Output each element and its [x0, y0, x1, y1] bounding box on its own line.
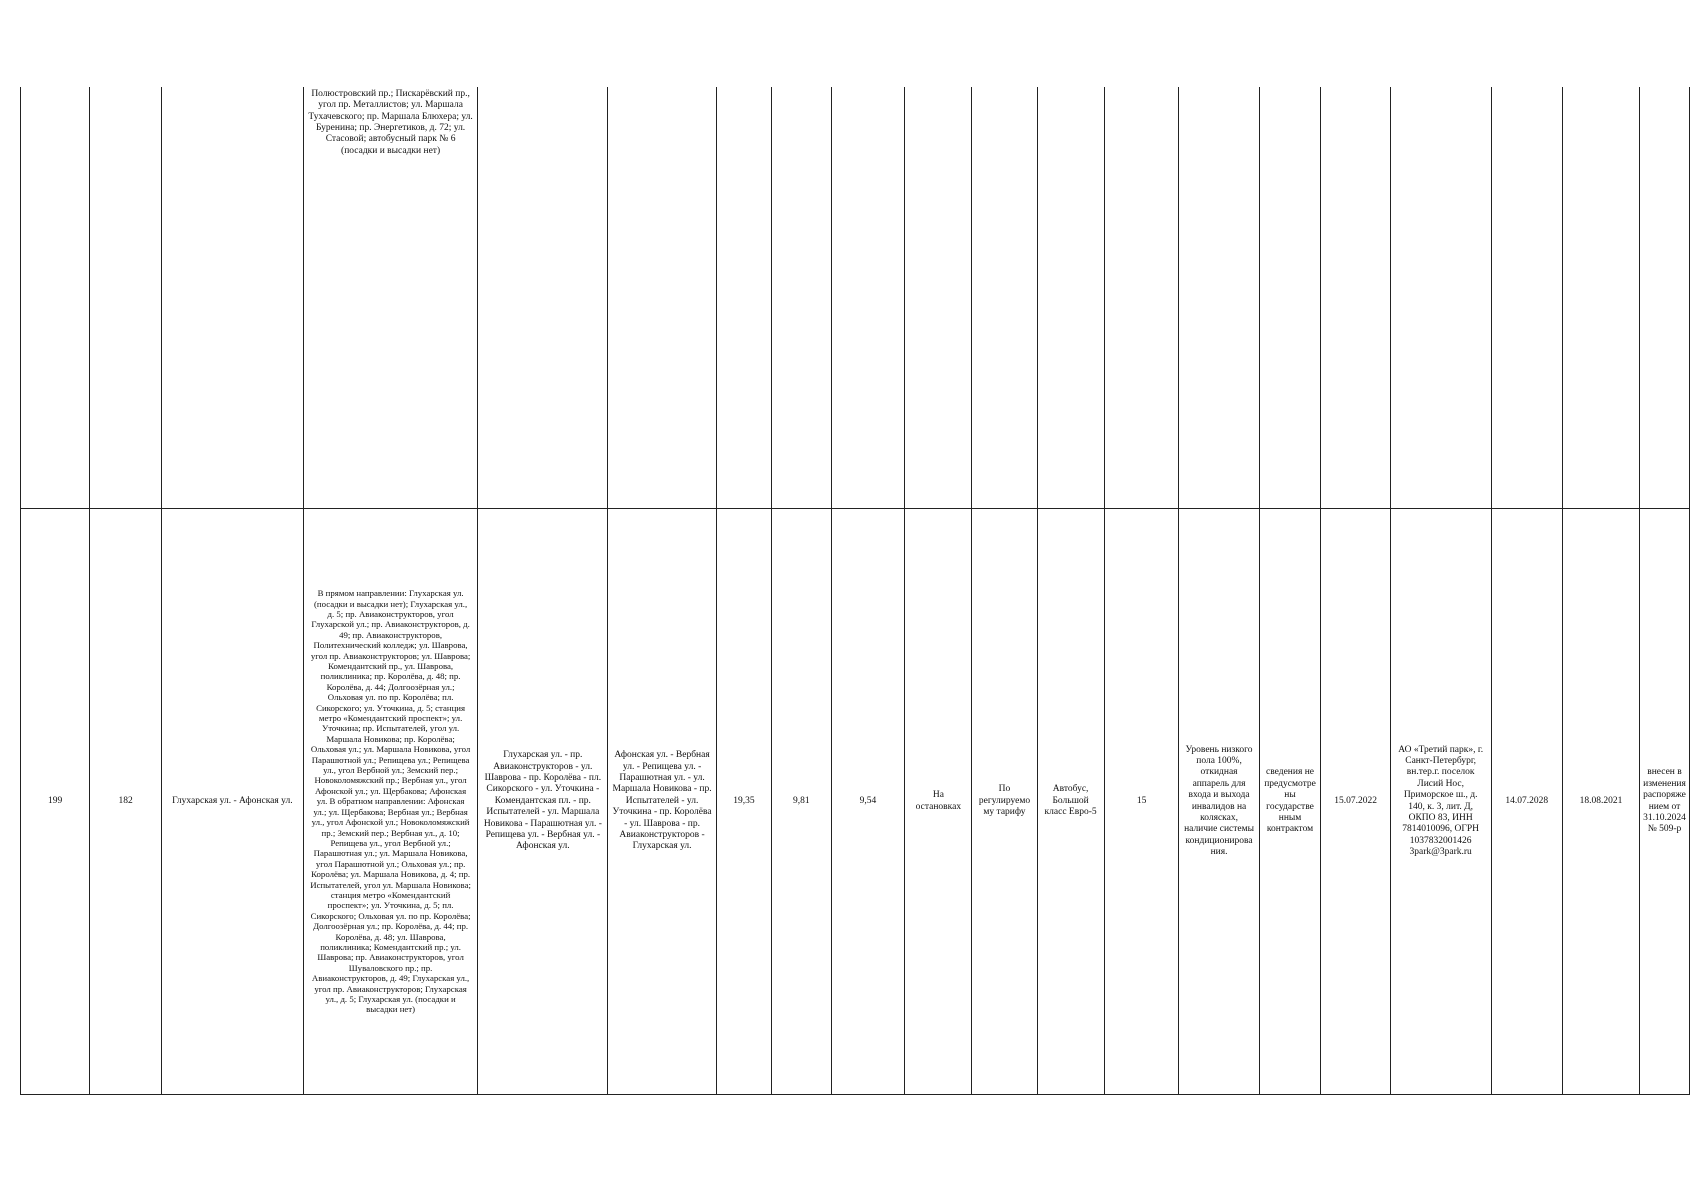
length-total-cell: 19,35 — [716, 509, 771, 1095]
tariff-cell: По регулируемому тарифу — [972, 509, 1037, 1095]
streets-backward-cell: Афонская ул. - Вербная ул. - Репищева ул. - Парашютная ул. - ул. Маршала Новикова - пр. Испытателей - ул. Уточкина - пр. Королёва - ул. Шаврова - пр. Авиаконструкторов - Глухарская ул. — [608, 509, 716, 1095]
cont-cell-vehicle — [1037, 87, 1104, 509]
length-backward-cell: 9,54 — [831, 509, 905, 1095]
cont-cell-route-number — [90, 87, 162, 509]
cont-cell-carrier — [1390, 87, 1491, 509]
length-forward-cell: 9,81 — [772, 509, 832, 1095]
vehicle-cell: Автобус, Большой класс Евро-5 — [1037, 509, 1104, 1095]
continuation-row — [21, 87, 1690, 509]
cont-cell-note — [1640, 87, 1690, 509]
cont-cell-streets-backward — [608, 87, 716, 509]
cont-cell-reg-number — [21, 87, 90, 509]
cont-cell-stops: Полюстровский пр.; Пискарёвский пр., угол пр. Металлистов; ул. Маршала Тухачевского; пр. Маршала Блюхера; ул. Буренина; пр. Энергетиков, д. 72; ул. Стасовой; автобусный парк № 6 (посадки и высадки нет) — [303, 87, 477, 509]
streets-forward-cell: Глухарская ул. - пр. Авиаконструкторов - ул. Шаврова - пр. Королёва - пл. Сикорского - ул. Уточкина - Комендантская пл. - пр. Испытателей - ул. Маршала Новикова - Парашютная ул. - Репищева ул. - Вербная ул. - Афонская ул. — [478, 509, 608, 1095]
cont-cell-vehicle-characteristics — [1179, 87, 1259, 509]
cont-cell-start-date — [1321, 87, 1390, 509]
cont-cell-date-made — [1563, 87, 1640, 509]
cont-cell-length-total — [716, 87, 771, 509]
cont-cell-end-date — [1491, 87, 1563, 509]
cont-cell-contract-info — [1259, 87, 1321, 509]
start-date-cell: 15.07.2022 — [1321, 509, 1390, 1095]
vehicle-characteristics-cell: Уровень низкого пола 100%, откидная аппарель для входа и выхода инвалидов на колясках, наличие системы кондиционирования. — [1179, 509, 1259, 1095]
stops-cell: В прямом направлении: Глухарская ул. (посадки и высадки нет); Глухарская ул., д. 5; пр. Авиаконструкторов, угол Глухарской ул.; пр. Авиаконструкторов, д. 49; пр. Авиаконструкторов, Политехнический колледж; ул. Шаврова, угол пр. Авиаконструкторов; ул. Шаврова; Комендантский пр., ул. Шаврова, поликлиника; пр. Королёва, д. 48; пр. Королёва, д. 44; Долгоозёрная ул.; Ольховая ул. по пр. Королёва; пл. Сикорского; ул. Уточкина, д. 5; станция метро «Комендантский проспект»; ул. Уточкина; пр. Испытателей, угол ул. Маршала Новикова; пр. Королёва; Ольховая ул.; ул. Маршала Новикова, угол Парашютной ул.; Репищева ул.; Репищева ул., угол Вербной ул.; Земский пер.; Новоколомяжский пр.; Вербная ул., угол Афонской ул.; ул. Щербакова; Афонская ул. В обратном направлении: Афонская ул.; ул. Щербакова; Вербная ул.; Вербная ул., угол Афонской ул.; Новоколомяжский пр.; Земский пер.; Вербная ул., д. 10; Репищева ул., угол Вербной ул.; Парашютная ул.; ул. Маршала Новикова, угол Парашютной ул.; Ольховая ул.; пр. Королёва; ул. Маршала Новикова, д. 4; пр. Испытателей, угол ул. Маршала Новикова; станция метро «Комендантский проспект»; ул. Уточкина, д. 5; пл. Сикорского; Ольховая ул. по пр. Королёва; Долгоозёрная ул.; пр. Королёва, д. 44; пр. Королёва, д. 48; ул. Шаврова, поликлиника; Комендантский пр.; ул. Шаврова; пр. Авиаконструкторов, угол Шуваловского пр.; пр. Авиаконструкторов, д. 49; Глухарская ул., угол пр. Авиаконструкторов; Глухарская ул., д. 5; Глухарская ул. (посадки и высадки нет) — [303, 509, 477, 1095]
reg-number-cell: 199 — [21, 509, 90, 1095]
date-made-cell: 18.08.2021 — [1563, 509, 1640, 1095]
route-row — [21, 509, 1690, 1095]
cont-cell-tariff — [972, 87, 1037, 509]
cont-cell-boarding-order — [905, 87, 972, 509]
route-number-cell: 182 — [90, 509, 162, 1095]
note-cell: внесен в изменения распоряжением от 31.10.2024 № 509-р — [1640, 509, 1690, 1095]
route-name-cell: Глухарская ул. - Афонская ул. — [161, 509, 303, 1095]
vehicle-count-cell: 15 — [1104, 509, 1179, 1095]
cont-cell-length-forward — [772, 87, 832, 509]
contract-info-cell: сведения не предусмотрены государственным контрактом — [1259, 509, 1321, 1095]
cont-cell-length-backward — [831, 87, 905, 509]
carrier-cell: АО «Третий парк», г. Санкт-Петербург, вн.тер.г. поселок Лисий Нос, Приморское ш., д. 140, к. 3, лит. Д, ОКПО 83, ИНН 7814010096, ОГРН 1037832001426 3park@3park.ru — [1390, 509, 1491, 1095]
cont-cell-route-name — [161, 87, 303, 509]
boarding-order-cell: На остановках — [905, 509, 972, 1095]
cont-cell-vehicle-count — [1104, 87, 1179, 509]
end-date-cell: 14.07.2028 — [1491, 509, 1563, 1095]
route-register-table — [20, 87, 1690, 1095]
cont-cell-streets-forward — [478, 87, 608, 509]
